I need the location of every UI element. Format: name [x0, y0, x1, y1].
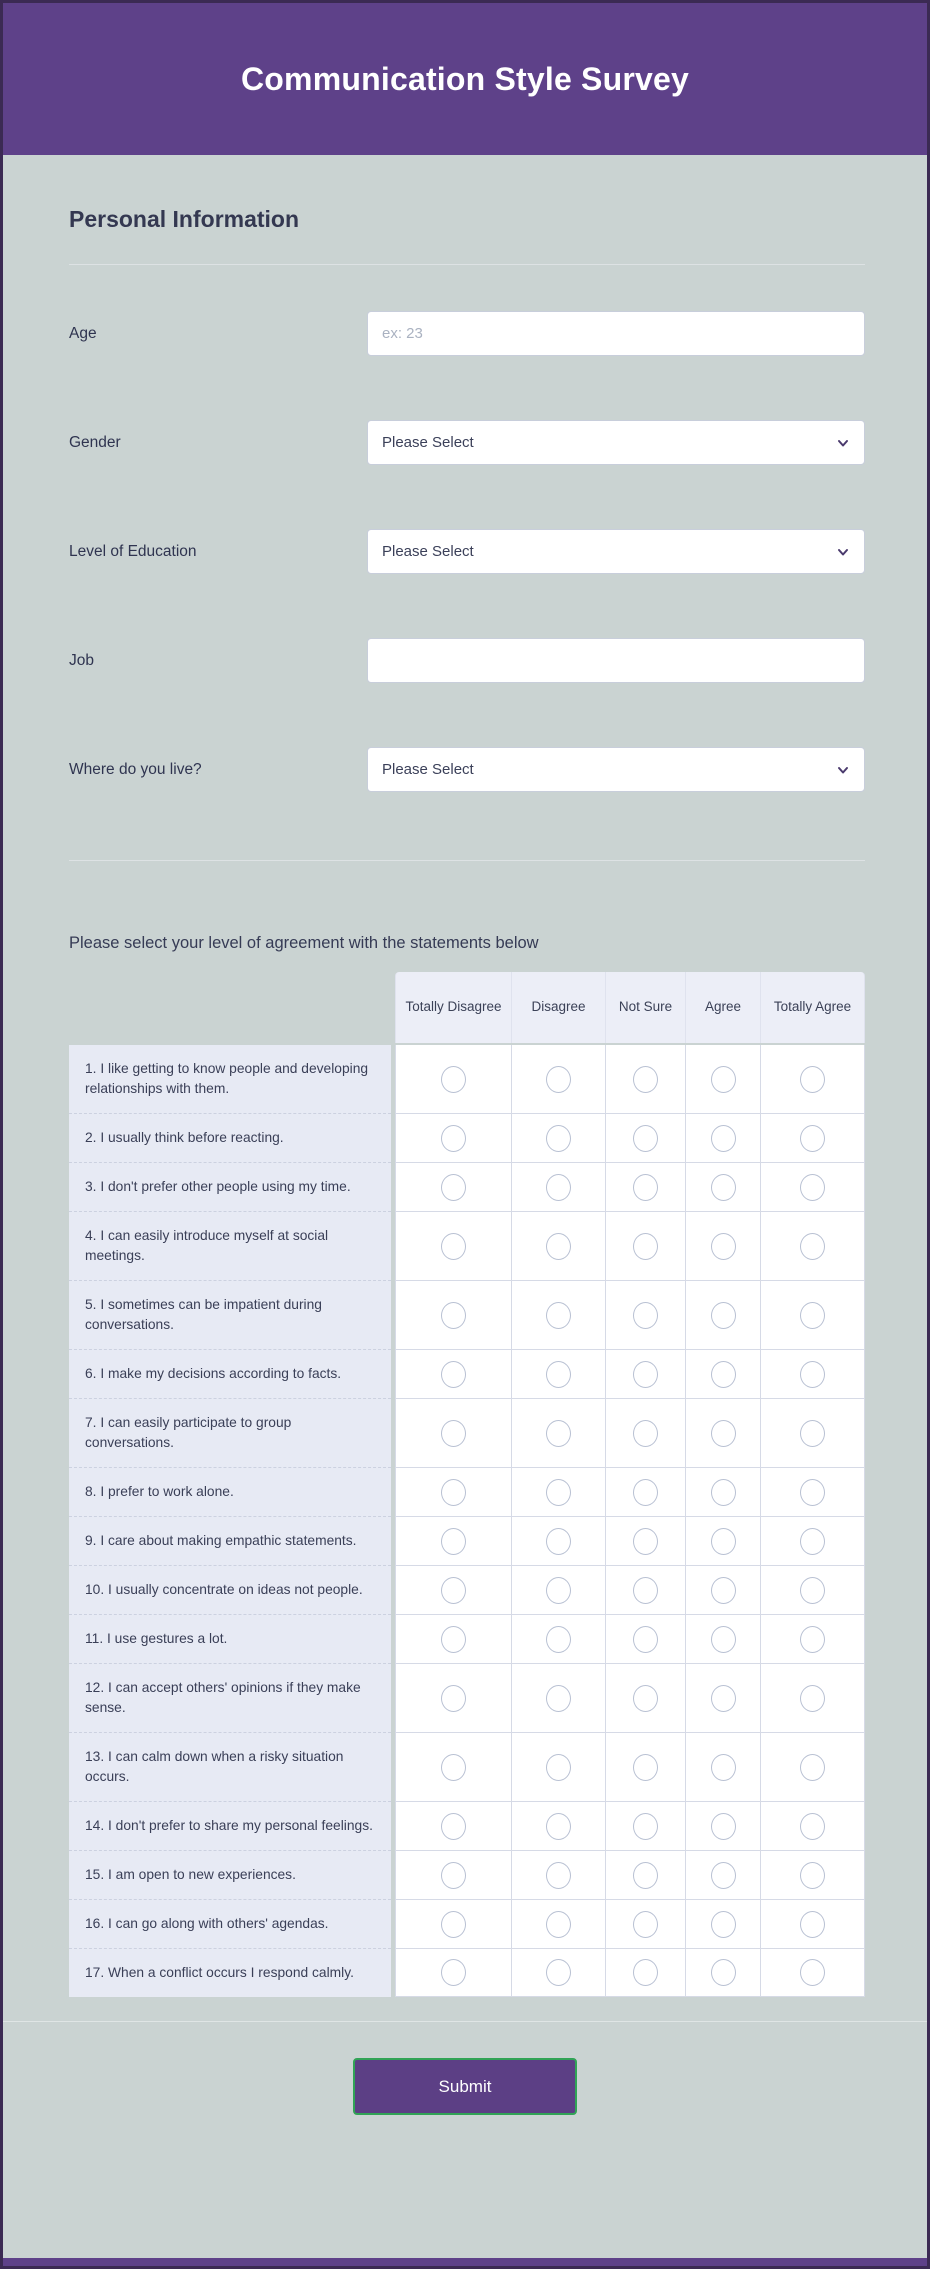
- statement-cell: 9. I care about making empathic statements.: [69, 1517, 391, 1566]
- radio-r4-totally-disagree[interactable]: [441, 1233, 466, 1260]
- answer-cell-r9-disagree[interactable]: [512, 1517, 606, 1566]
- answer-cell-r15-not-sure[interactable]: [606, 1851, 686, 1900]
- answer-cell-r12-not-sure[interactable]: [606, 1664, 686, 1733]
- radio-r11-totally-agree[interactable]: [800, 1626, 825, 1653]
- radio-r3-totally-agree[interactable]: [800, 1174, 825, 1201]
- answer-cell-r7-totally-agree[interactable]: [761, 1399, 865, 1468]
- answer-cell-r8-totally-agree[interactable]: [761, 1468, 865, 1517]
- statement-cell: 5. I sometimes can be impatient during conversations.: [69, 1281, 391, 1350]
- statement-row-9: [69, 1517, 865, 1566]
- column-header-not-sure: Not Sure: [606, 972, 686, 1043]
- answer-cell-r8-not-sure[interactable]: [606, 1468, 686, 1517]
- column-header-agree: Agree: [686, 972, 761, 1043]
- radio-r11-totally-disagree[interactable]: [441, 1626, 466, 1653]
- radio-r16-agree[interactable]: [711, 1911, 736, 1938]
- answer-cell-r10-not-sure[interactable]: [606, 1566, 686, 1615]
- radio-r8-totally-disagree[interactable]: [441, 1479, 466, 1506]
- radio-r5-agree[interactable]: [711, 1302, 736, 1329]
- answer-cell-r11-not-sure[interactable]: [606, 1615, 686, 1664]
- radio-r1-totally-agree[interactable]: [800, 1066, 825, 1093]
- education-control: [367, 529, 865, 574]
- answer-cell-r3-agree[interactable]: [686, 1163, 761, 1212]
- radio-r17-agree[interactable]: [711, 1959, 736, 1986]
- column-header-disagree: Disagree: [512, 972, 606, 1043]
- statement-cell: 1. I like getting to know people and developing relationships with them.: [69, 1045, 391, 1114]
- radio-r9-totally-disagree[interactable]: [441, 1528, 466, 1555]
- statement-cell: 6. I make my decisions according to facts.: [69, 1350, 391, 1399]
- statement-row-7: [69, 1399, 865, 1468]
- answer-cell-r6-disagree[interactable]: [512, 1350, 606, 1399]
- radio-r7-disagree[interactable]: [546, 1420, 571, 1447]
- radio-r2-not-sure[interactable]: [633, 1125, 658, 1152]
- radio-r6-not-sure[interactable]: [633, 1361, 658, 1388]
- answer-cell-r6-totally-agree[interactable]: [761, 1350, 865, 1399]
- radio-r14-disagree[interactable]: [546, 1813, 571, 1840]
- answer-cell-r9-agree[interactable]: [686, 1517, 761, 1566]
- radio-r16-totally-disagree[interactable]: [441, 1911, 466, 1938]
- personal-fields: [69, 311, 865, 792]
- radio-r1-agree[interactable]: [711, 1066, 736, 1093]
- age-label: Age: [69, 324, 97, 342]
- radio-r11-disagree[interactable]: [546, 1626, 571, 1653]
- chevron-down-icon: [836, 763, 850, 777]
- radio-r1-disagree[interactable]: [546, 1066, 571, 1093]
- statement-row-4: [69, 1212, 865, 1281]
- statement-row-5: [69, 1281, 865, 1350]
- answer-cell-r14-disagree[interactable]: [512, 1802, 606, 1851]
- radio-r8-disagree[interactable]: [546, 1479, 571, 1506]
- radio-r17-disagree[interactable]: [546, 1959, 571, 1986]
- field-row-education: [69, 529, 865, 574]
- radio-r8-totally-agree[interactable]: [800, 1479, 825, 1506]
- answer-cell-r4-not-sure[interactable]: [606, 1212, 686, 1281]
- age-control: [367, 311, 865, 356]
- residence-label: Where do you live?: [69, 760, 202, 778]
- answer-cell-r14-not-sure[interactable]: [606, 1802, 686, 1851]
- radio-r10-not-sure[interactable]: [633, 1577, 658, 1604]
- answer-cell-r17-totally-agree[interactable]: [761, 1949, 865, 1997]
- answer-cell-r13-not-sure[interactable]: [606, 1733, 686, 1802]
- statement-row-8: [69, 1468, 865, 1517]
- answer-cell-r10-totally-agree[interactable]: [761, 1566, 865, 1615]
- answer-cell-r1-agree[interactable]: [686, 1045, 761, 1114]
- statement-row-6: [69, 1350, 865, 1399]
- statement-row-3: [69, 1163, 865, 1212]
- radio-r17-totally-disagree[interactable]: [441, 1959, 466, 1986]
- radio-r2-totally-disagree[interactable]: [441, 1125, 466, 1152]
- answer-cell-r13-disagree[interactable]: [512, 1733, 606, 1802]
- answer-cell-r10-totally-disagree[interactable]: [395, 1566, 512, 1615]
- answer-cell-r3-totally-disagree[interactable]: [395, 1163, 512, 1212]
- statement-row-12: [69, 1664, 865, 1733]
- radio-r6-totally-disagree[interactable]: [441, 1361, 466, 1388]
- gender-control: [367, 420, 865, 465]
- answer-cell-r17-agree[interactable]: [686, 1949, 761, 1997]
- agreement-heading: Please select your level of agreement with the statements below: [69, 934, 539, 952]
- answer-cell-r17-not-sure[interactable]: [606, 1949, 686, 1997]
- radio-r16-not-sure[interactable]: [633, 1911, 658, 1938]
- answer-cell-r11-totally-disagree[interactable]: [395, 1615, 512, 1664]
- answer-cell-r1-not-sure[interactable]: [606, 1045, 686, 1114]
- answer-cell-r16-totally-disagree[interactable]: [395, 1900, 512, 1949]
- answer-cell-r12-disagree[interactable]: [512, 1664, 606, 1733]
- form-body: [3, 155, 927, 2258]
- radio-r6-totally-agree[interactable]: [800, 1361, 825, 1388]
- statement-row-1: [69, 1045, 865, 1114]
- radio-r16-disagree[interactable]: [546, 1911, 571, 1938]
- radio-r9-totally-agree[interactable]: [800, 1528, 825, 1555]
- radio-r9-disagree[interactable]: [546, 1528, 571, 1555]
- answer-cell-r5-totally-disagree[interactable]: [395, 1281, 512, 1350]
- field-row-gender: [69, 420, 865, 465]
- radio-r2-totally-agree[interactable]: [800, 1125, 825, 1152]
- radio-r15-not-sure[interactable]: [633, 1862, 658, 1889]
- answer-cell-r13-totally-disagree[interactable]: [395, 1733, 512, 1802]
- radio-r2-agree[interactable]: [711, 1125, 736, 1152]
- radio-r15-totally-disagree[interactable]: [441, 1862, 466, 1889]
- field-row-residence: [69, 747, 865, 792]
- answer-cell-r15-totally-disagree[interactable]: [395, 1851, 512, 1900]
- answer-cell-r9-not-sure[interactable]: [606, 1517, 686, 1566]
- statement-row-15: [69, 1851, 865, 1900]
- answer-cell-r16-disagree[interactable]: [512, 1900, 606, 1949]
- statement-row-16: [69, 1900, 865, 1949]
- answer-cell-r7-disagree[interactable]: [512, 1399, 606, 1468]
- field-row-age: [69, 311, 865, 356]
- agreement-table: [69, 972, 865, 1997]
- statement-cell: 17. When a conflict occurs I respond calmly.: [69, 1949, 391, 1997]
- answer-cell-r2-totally-disagree[interactable]: [395, 1114, 512, 1163]
- radio-r6-disagree[interactable]: [546, 1361, 571, 1388]
- age-input[interactable]: [367, 311, 865, 356]
- radio-r2-disagree[interactable]: [546, 1125, 571, 1152]
- radio-r13-totally-disagree[interactable]: [441, 1754, 466, 1781]
- answer-cell-r17-totally-disagree[interactable]: [395, 1949, 512, 1997]
- radio-r12-totally-agree[interactable]: [800, 1685, 825, 1712]
- statement-cell: 4. I can easily introduce myself at social meetings.: [69, 1212, 391, 1281]
- radio-r14-totally-agree[interactable]: [800, 1813, 825, 1840]
- form-title: Communication Style Survey: [241, 60, 689, 97]
- statement-cell: 14. I don't prefer to share my personal feelings.: [69, 1802, 391, 1851]
- radio-r1-totally-disagree[interactable]: [441, 1066, 466, 1093]
- radio-r5-not-sure[interactable]: [633, 1302, 658, 1329]
- answer-cell-r14-totally-agree[interactable]: [761, 1802, 865, 1851]
- radio-r17-totally-agree[interactable]: [800, 1959, 825, 1986]
- answer-cell-r17-disagree[interactable]: [512, 1949, 606, 1997]
- radio-r11-agree[interactable]: [711, 1626, 736, 1653]
- radio-r14-not-sure[interactable]: [633, 1813, 658, 1840]
- answer-cell-r11-agree[interactable]: [686, 1615, 761, 1664]
- radio-r15-agree[interactable]: [711, 1862, 736, 1889]
- radio-r13-totally-agree[interactable]: [800, 1754, 825, 1781]
- radio-r3-totally-disagree[interactable]: [441, 1174, 466, 1201]
- radio-r1-not-sure[interactable]: [633, 1066, 658, 1093]
- radio-r12-not-sure[interactable]: [633, 1685, 658, 1712]
- statement-row-17: [69, 1949, 865, 1997]
- residence-select[interactable]: [367, 747, 865, 792]
- radio-r17-not-sure[interactable]: [633, 1959, 658, 1986]
- gender-select-value: Please Select: [382, 434, 474, 451]
- radio-r7-not-sure[interactable]: [633, 1420, 658, 1447]
- answer-cell-r7-not-sure[interactable]: [606, 1399, 686, 1468]
- radio-r8-not-sure[interactable]: [633, 1479, 658, 1506]
- field-row-job: [69, 638, 865, 683]
- section-divider: [69, 264, 865, 265]
- radio-r10-disagree[interactable]: [546, 1577, 571, 1604]
- radio-r14-totally-disagree[interactable]: [441, 1813, 466, 1840]
- answer-cell-r4-totally-disagree[interactable]: [395, 1212, 512, 1281]
- answer-cell-r12-totally-disagree[interactable]: [395, 1664, 512, 1733]
- footer-area: [3, 2022, 927, 2155]
- answer-cell-r1-totally-disagree[interactable]: [395, 1045, 512, 1114]
- radio-r10-totally-disagree[interactable]: [441, 1577, 466, 1604]
- matrix-header-row: [69, 972, 865, 1043]
- answer-cell-r1-totally-agree[interactable]: [761, 1045, 865, 1114]
- radio-r10-agree[interactable]: [711, 1577, 736, 1604]
- answer-cell-r16-not-sure[interactable]: [606, 1900, 686, 1949]
- radio-r13-agree[interactable]: [711, 1754, 736, 1781]
- answer-cell-r6-not-sure[interactable]: [606, 1350, 686, 1399]
- answer-cell-r15-totally-agree[interactable]: [761, 1851, 865, 1900]
- job-input[interactable]: [367, 638, 865, 683]
- answer-cell-r4-agree[interactable]: [686, 1212, 761, 1281]
- radio-r8-agree[interactable]: [711, 1479, 736, 1506]
- radio-r3-agree[interactable]: [711, 1174, 736, 1201]
- radio-r12-agree[interactable]: [711, 1685, 736, 1712]
- answer-cell-r2-disagree[interactable]: [512, 1114, 606, 1163]
- matrix-header-spacer: [69, 972, 395, 1043]
- statement-cell: 13. I can calm down when a risky situation occurs.: [69, 1733, 391, 1802]
- answer-cell-r16-totally-agree[interactable]: [761, 1900, 865, 1949]
- answer-cell-r8-totally-disagree[interactable]: [395, 1468, 512, 1517]
- answer-cell-r2-totally-agree[interactable]: [761, 1114, 865, 1163]
- answer-cell-r12-agree[interactable]: [686, 1664, 761, 1733]
- job-control: [367, 638, 865, 683]
- education-select-value: Please Select: [382, 543, 474, 560]
- statement-row-14: [69, 1802, 865, 1851]
- statement-cell: 3. I don't prefer other people using my time.: [69, 1163, 391, 1212]
- gender-label: Gender: [69, 433, 121, 451]
- radio-r9-not-sure[interactable]: [633, 1528, 658, 1555]
- answer-cell-r12-totally-agree[interactable]: [761, 1664, 865, 1733]
- answer-cell-r11-totally-agree[interactable]: [761, 1615, 865, 1664]
- statement-cell: 10. I usually concentrate on ideas not people.: [69, 1566, 391, 1615]
- answer-cell-r2-not-sure[interactable]: [606, 1114, 686, 1163]
- chevron-down-icon: [836, 436, 850, 450]
- bottom-theme-strip: [3, 2258, 927, 2266]
- section-divider: [69, 860, 865, 861]
- column-header-totally-disagree: Totally Disagree: [395, 972, 512, 1043]
- residence-control: [367, 747, 865, 792]
- answer-cell-r10-disagree[interactable]: [512, 1566, 606, 1615]
- answer-cell-r16-agree[interactable]: [686, 1900, 761, 1949]
- form-header: [3, 3, 927, 155]
- radio-r7-totally-agree[interactable]: [800, 1420, 825, 1447]
- residence-select-value: Please Select: [382, 761, 474, 778]
- radio-r15-totally-agree[interactable]: [800, 1862, 825, 1889]
- statement-cell: 12. I can accept others' opinions if they make sense.: [69, 1664, 391, 1733]
- form-content: [3, 155, 927, 1997]
- statement-row-13: [69, 1733, 865, 1802]
- radio-r4-agree[interactable]: [711, 1233, 736, 1260]
- answer-cell-r6-agree[interactable]: [686, 1350, 761, 1399]
- answer-cell-r5-agree[interactable]: [686, 1281, 761, 1350]
- chevron-down-icon: [836, 545, 850, 559]
- answer-cell-r9-totally-agree[interactable]: [761, 1517, 865, 1566]
- answer-cell-r3-not-sure[interactable]: [606, 1163, 686, 1212]
- answer-cell-r7-agree[interactable]: [686, 1399, 761, 1468]
- answer-cell-r14-agree[interactable]: [686, 1802, 761, 1851]
- radio-r3-not-sure[interactable]: [633, 1174, 658, 1201]
- radio-r14-agree[interactable]: [711, 1813, 736, 1840]
- answer-cell-r9-totally-disagree[interactable]: [395, 1517, 512, 1566]
- statement-cell: 7. I can easily participate to group conversations.: [69, 1399, 391, 1468]
- answer-cell-r5-totally-agree[interactable]: [761, 1281, 865, 1350]
- education-select[interactable]: [367, 529, 865, 574]
- radio-r4-totally-agree[interactable]: [800, 1233, 825, 1260]
- statement-row-11: [69, 1615, 865, 1664]
- job-label: Job: [69, 651, 94, 669]
- answer-cell-r14-totally-disagree[interactable]: [395, 1802, 512, 1851]
- answer-cell-r4-disagree[interactable]: [512, 1212, 606, 1281]
- statement-row-10: [69, 1566, 865, 1615]
- statement-cell: 8. I prefer to work alone.: [69, 1468, 391, 1517]
- radio-r9-agree[interactable]: [711, 1528, 736, 1555]
- answer-cell-r6-totally-disagree[interactable]: [395, 1350, 512, 1399]
- answer-cell-r15-disagree[interactable]: [512, 1851, 606, 1900]
- answer-cell-r3-disagree[interactable]: [512, 1163, 606, 1212]
- answer-cell-r2-agree[interactable]: [686, 1114, 761, 1163]
- radio-r11-not-sure[interactable]: [633, 1626, 658, 1653]
- answer-cell-r1-disagree[interactable]: [512, 1045, 606, 1114]
- answer-cell-r7-totally-disagree[interactable]: [395, 1399, 512, 1468]
- radio-r5-disagree[interactable]: [546, 1302, 571, 1329]
- statement-cell: 11. I use gestures a lot.: [69, 1615, 391, 1664]
- answer-cell-r10-agree[interactable]: [686, 1566, 761, 1615]
- answer-cell-r11-disagree[interactable]: [512, 1615, 606, 1664]
- statement-cell: 15. I am open to new experiences.: [69, 1851, 391, 1900]
- submit-button[interactable]: Submit: [353, 2058, 577, 2115]
- answer-cell-r15-agree[interactable]: [686, 1851, 761, 1900]
- answer-cell-r13-agree[interactable]: [686, 1733, 761, 1802]
- answer-cell-r5-disagree[interactable]: [512, 1281, 606, 1350]
- radio-r3-disagree[interactable]: [546, 1174, 571, 1201]
- radio-r5-totally-disagree[interactable]: [441, 1302, 466, 1329]
- personal-information-heading: Personal Information: [69, 206, 300, 232]
- radio-r6-agree[interactable]: [711, 1361, 736, 1388]
- answer-cell-r8-disagree[interactable]: [512, 1468, 606, 1517]
- radio-r12-disagree[interactable]: [546, 1685, 571, 1712]
- statement-row-2: [69, 1114, 865, 1163]
- column-header-totally-agree: Totally Agree: [761, 972, 865, 1043]
- radio-r16-totally-agree[interactable]: [800, 1911, 825, 1938]
- education-label: Level of Education: [69, 542, 197, 560]
- radio-r12-totally-disagree[interactable]: [441, 1685, 466, 1712]
- radio-r10-totally-agree[interactable]: [800, 1577, 825, 1604]
- answer-cell-r3-totally-agree[interactable]: [761, 1163, 865, 1212]
- radio-r13-not-sure[interactable]: [633, 1754, 658, 1781]
- radio-r15-disagree[interactable]: [546, 1862, 571, 1889]
- radio-r13-disagree[interactable]: [546, 1754, 571, 1781]
- answer-cell-r13-totally-agree[interactable]: [761, 1733, 865, 1802]
- gender-select[interactable]: [367, 420, 865, 465]
- answer-cell-r5-not-sure[interactable]: [606, 1281, 686, 1350]
- statement-cell: 16. I can go along with others' agendas.: [69, 1900, 391, 1949]
- radio-r4-not-sure[interactable]: [633, 1233, 658, 1260]
- answer-cell-r4-totally-agree[interactable]: [761, 1212, 865, 1281]
- statement-cell: 2. I usually think before reacting.: [69, 1114, 391, 1163]
- radio-r7-totally-disagree[interactable]: [441, 1420, 466, 1447]
- answer-cell-r8-agree[interactable]: [686, 1468, 761, 1517]
- radio-r5-totally-agree[interactable]: [800, 1302, 825, 1329]
- radio-r4-disagree[interactable]: [546, 1233, 571, 1260]
- radio-r7-agree[interactable]: [711, 1420, 736, 1447]
